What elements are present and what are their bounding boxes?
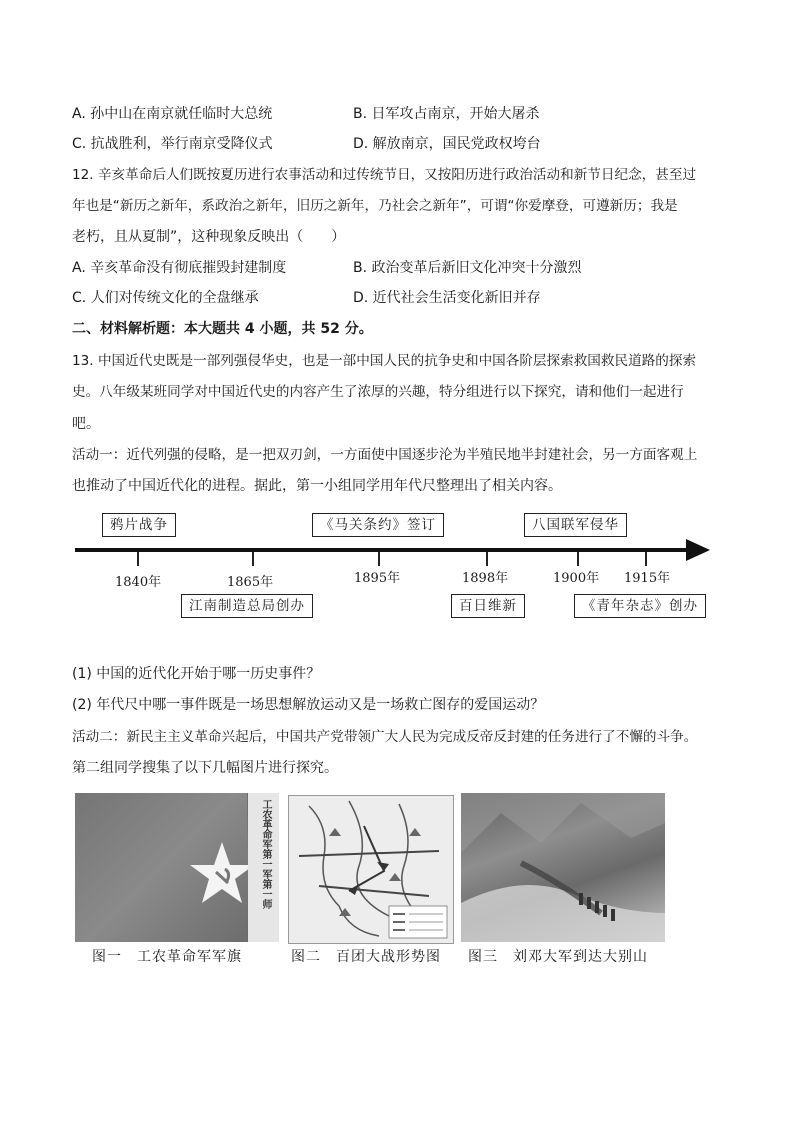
flag-side-text: 工农革命军第一军第一师 bbox=[260, 799, 271, 909]
figure3-caption: 图三 刘邓大军到达大别山 bbox=[468, 949, 648, 965]
q13-stem-line2: 史。八年级某班同学对中国近代史的内容产生了浓厚的兴趣，特分组进行以下探究，请和他们一起进行 bbox=[72, 384, 684, 400]
activity2-line1: 活动二：新民主主义革命兴起后，中国共产党带领广大人民为完成反帝反封建的任务进行了不懈的斗争。 bbox=[72, 729, 698, 745]
tick-1900 bbox=[577, 552, 579, 566]
q13-subquestion-2: (2) 年代尺中哪一事件既是一场思想解放运动又是一场救亡图存的爱国运动？ bbox=[72, 697, 545, 713]
year-label: 1915年 bbox=[624, 571, 671, 586]
figure2-hundred-regiments-map bbox=[288, 795, 454, 944]
q11-option-c: C. 抗战胜利，举行南京受降仪式 bbox=[72, 136, 273, 152]
q12-option-b: B. 政治变革后新旧文化冲突十分激烈 bbox=[353, 260, 582, 276]
year-label: 1865年 bbox=[227, 575, 274, 590]
timeline-arrow-head bbox=[686, 539, 710, 561]
activity1-line2: 也推动了中国近代化的进程。据此，第一小组同学用年代尺整理出了相关内容。 bbox=[72, 478, 562, 494]
activity1-line1: 活动一：近代列强的侵略，是一把双刃剑，一方面使中国逐步沦为半殖民地半封建社会，另一方面客观上 bbox=[72, 447, 698, 463]
event-new-youth-magazine: 《青年杂志》创办 bbox=[574, 594, 706, 618]
battle-map-icon bbox=[289, 796, 453, 943]
activity2-line2: 第二组同学搜集了以下几幅图片进行探究。 bbox=[72, 760, 338, 776]
star-icon bbox=[187, 839, 257, 909]
tick-1865 bbox=[252, 552, 254, 566]
q12-stem-line1: 12. 辛亥革命后人们既按夏历进行农事活动和过传统节日，又按阳历进行政治活动和新节日纪念，甚至过 bbox=[72, 167, 697, 183]
event-hundred-days-reform: 百日维新 bbox=[451, 594, 525, 618]
q13-subquestion-1: (1) 中国的近代化开始于哪一历史事件？ bbox=[72, 666, 321, 682]
year-label: 1895年 bbox=[354, 571, 401, 586]
q12-stem-line2: 年也是“新历之新年，系政治之新年，旧历之新年，乃社会之新年”，可谓“你爱摩登，可遵新历；我是 bbox=[72, 198, 678, 214]
q12-stem-line3: 老朽，且从夏制”，这种现象反映出（ ） bbox=[72, 229, 346, 245]
year-label: 1898年 bbox=[462, 571, 509, 586]
event-treaty-shimonoseki: 《马关条约》签订 bbox=[312, 513, 444, 537]
timeline-axis bbox=[75, 548, 687, 552]
figure3-army-dabie-photo bbox=[461, 793, 665, 942]
q13-stem-line1: 13. 中国近代史既是一部列强侵华史，也是一部中国人民的抗争史和中国各阶层探索救国救民道路的探索 bbox=[72, 353, 697, 369]
mountain-photo-icon bbox=[461, 793, 665, 942]
year-label: 1900年 bbox=[553, 571, 600, 586]
tick-1915 bbox=[645, 552, 647, 566]
section-heading: 二、材料解析题：本大题共 4 小题，共 52 分。 bbox=[72, 321, 373, 337]
figure1-army-flag-photo bbox=[75, 793, 279, 942]
q11-option-a: A. 孙中山在南京就任临时大总统 bbox=[72, 106, 273, 122]
q11-option-b: B. 日军攻占南京，开始大屠杀 bbox=[353, 106, 540, 122]
q12-option-d: D. 近代社会生活变化新旧并存 bbox=[353, 290, 541, 306]
tick-1840 bbox=[137, 552, 139, 566]
figure2-caption: 图二 百团大战形势图 bbox=[291, 949, 441, 965]
year-label: 1840年 bbox=[115, 575, 162, 590]
tick-1898 bbox=[486, 552, 488, 566]
figure1-caption: 图一 工农革命军军旗 bbox=[92, 949, 242, 965]
event-opium-war: 鸦片战争 bbox=[102, 513, 176, 537]
event-jiangnan-arsenal: 江南制造总局创办 bbox=[181, 594, 313, 618]
q13-stem-line3: 吧。 bbox=[72, 416, 100, 432]
q12-option-a: A. 辛亥革命没有彻底摧毁封建制度 bbox=[72, 260, 287, 276]
event-eight-nation-alliance: 八国联军侵华 bbox=[524, 513, 627, 537]
tick-1895 bbox=[378, 552, 380, 566]
q12-option-c: C. 人们对传统文化的全盘继承 bbox=[72, 290, 259, 306]
q11-option-d: D. 解放南京，国民党政权垮台 bbox=[353, 136, 541, 152]
